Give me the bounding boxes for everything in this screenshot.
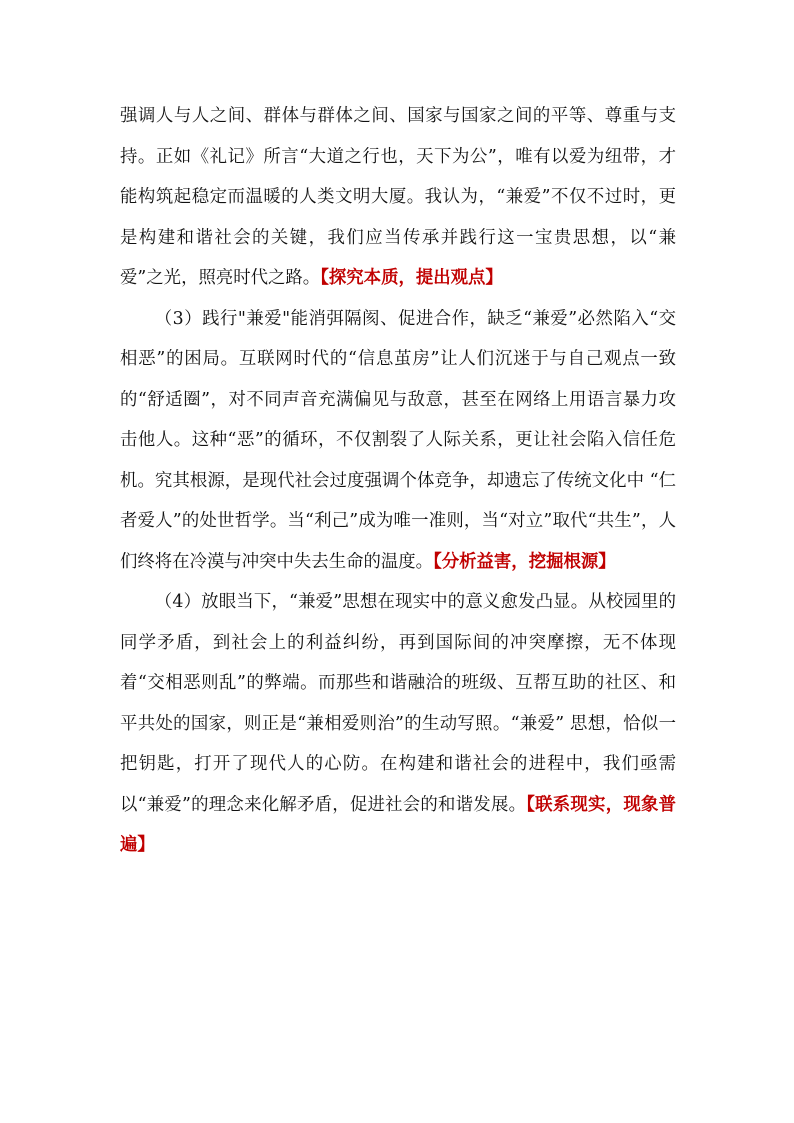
paragraph-text: （3）践行"兼爱"能消弭隔阂、促进合作，缺乏“兼爱”必然陷入“交相恶”的困局。互联网时代的“信息茧房”让人们沉迷于与自己观点一致的“舒适圈”，对不同声音充满偏见与敌意，甚至在网络上用语言暴力攻击他人。这种“恶”的循环，不仅割裂了人际关系，更让社会陷入信任危机。究其根源，是现代社会过度强调个体竞争，却遗忘了传统文化中 “仁者爱人”的处世哲学。当“利己”成为唯一准则，当“对立”取代“共生”，人们终将在冷漠与冲突中失去生命的温度。 [120,308,676,572]
paragraph-4 [120,582,676,866]
annotation-note: 【联系现实，现象普遍】 [120,794,676,855]
paragraph-intro-conclusion [120,96,676,299]
annotation-note: 【探究本质，提出观点】 [320,268,503,288]
essay-body [120,96,676,866]
annotation-note: 【分析益害，挖掘根源】 [433,551,616,572]
paragraph-3 [120,299,676,583]
paragraph-text: 强调人与人之间、群体与群体之间、国家与国家之间的平等、尊重与支持。正如《礼记》所言“大道之行也，天下为公”，唯有以爱为纽带，才能构筑起稳定而温暖的人类文明大厦。我认为，“兼爱”不仅不过时，更是构建和谐社会的关键，我们应当传承并践行这一宝贵思想，以“兼爱”之光，照亮时代之路。 [120,106,676,288]
paragraph-text: （4）放眼当下，“兼爱”思想在现实中的意义愈发凸显。从校园里的同学矛盾，到社会上的利益纠纷，再到国际间的冲突摩擦，无不体现着“交相恶则乱”的弊端。而那些和谐融洽的班级、互帮互助的社区、和平共处的国家，则正是“兼相爱则治”的生动写照。“兼爱” 思想，恰似一把钥匙，打开了现代人的心防。在构建和谐社会的进程中，我们亟需以“兼爱”的理念来化解矛盾，促进社会的和谐发展。 [120,592,676,815]
